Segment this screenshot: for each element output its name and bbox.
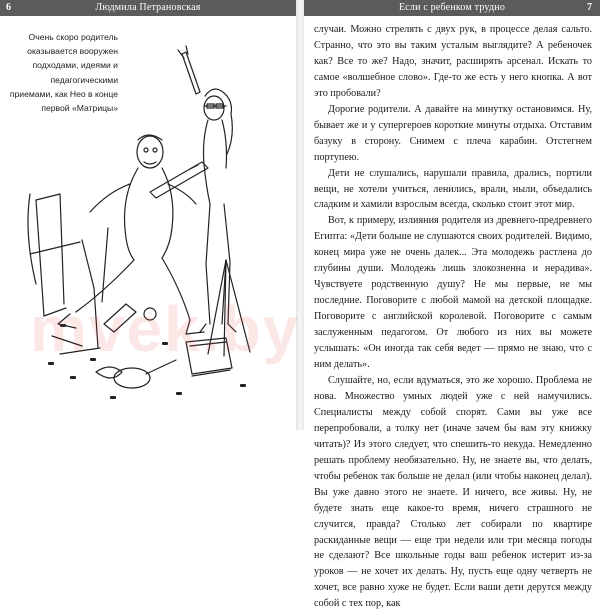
right-page-number: 7: [587, 2, 592, 13]
paragraph: Дорогие родители. А давайте на минутку остановимся. Ну, бывает же и у супергероев короткие минуты отдыха. Отставим базуку в сторону. Снимем с плеча карабин. Отстегнем портупею.: [314, 103, 592, 163]
right-page: [304, 0, 600, 610]
left-page-number: 6: [6, 2, 11, 13]
left-running-head-title: Людмила Петрановская: [95, 2, 201, 13]
left-running-header: [0, 0, 296, 16]
right-running-head-title: Если с ребенком трудно: [398, 2, 506, 13]
right-running-header: [304, 0, 600, 16]
watermark: mvek.by: [30, 293, 301, 365]
paragraph: случаи. Можно стрелять с двух рук, в процессе делая сальто. Странно, что это вы таким усталым выглядите? А ребеночек как? Все то же? Надо, значит, расширять арсенал. Искать то самое «волшебное слово». Где-то же есть у него кнопка. А вот это пробовали?: [314, 24, 592, 99]
sidenote-caption: Очень скоро родитель оказывается вооружен подходами, идеями и педагогическими приемами, как Нео в конце первой «Матрицы»: [9, 32, 118, 114]
paragraph: Дети не слушались, нарушали правила, дрались, портили вещи, не хотели учиться, ленились, врали, ныли, объедались сладким и хамили взрослым всегда, сколько стоит этот мир.: [314, 167, 592, 211]
body-text: [314, 22, 592, 612]
paragraph: Вот, к примеру, излияния родителя из древнего-предревнего Египта: «Дети больше не слушаются своих родителей. Видимо, конец мира уже не очень далек... Эта молодежь растлена до глубины души. Молодежь лишь злокозненна и нерадива». Чувствуете родственную душу? Не мы первые, не мы последние. Поговорите с любой мамой на детской площадке. Поговорите с английской королевой. Поговорите с самым заслуженным педагогом. От любого из них вы можете услышать: «Он иногда так себя ведет — прямо не знаю, что с ним делать».: [314, 215, 592, 371]
paragraph: Слушайте, но, если вдуматься, это же хорошо. Проблема не нова. Множество умных людей уже с ней намучились. Специалисты между собой спорят. Сами вы уже все перепробовали, а толку нет (иначе зачем бы вам эту книжку читать)? Из этого следует, что спешить-то некуда. Немедленно решать проблему необязательно. Ну, не знаете вы, что делать, чтобы ребенок так больше не делал (или чтобы наконец делал). Вы уже давно этого не знаете. И ничего, все живы. Ну, не будете знать еще какое-то время, ничего страшного не случится, правда? Столько лет собирали по квартире раскиданные вещи — еще три недели или три месяца погоды не сделают? Все школьные годы ваш ребенок истерит из-за уроков — не хочет их делать. Ну, пусть еще одну четверть не хочет, все равно хуже не будет. Если ваши дети дерутся между собой с тех пор, как: [314, 374, 592, 610]
